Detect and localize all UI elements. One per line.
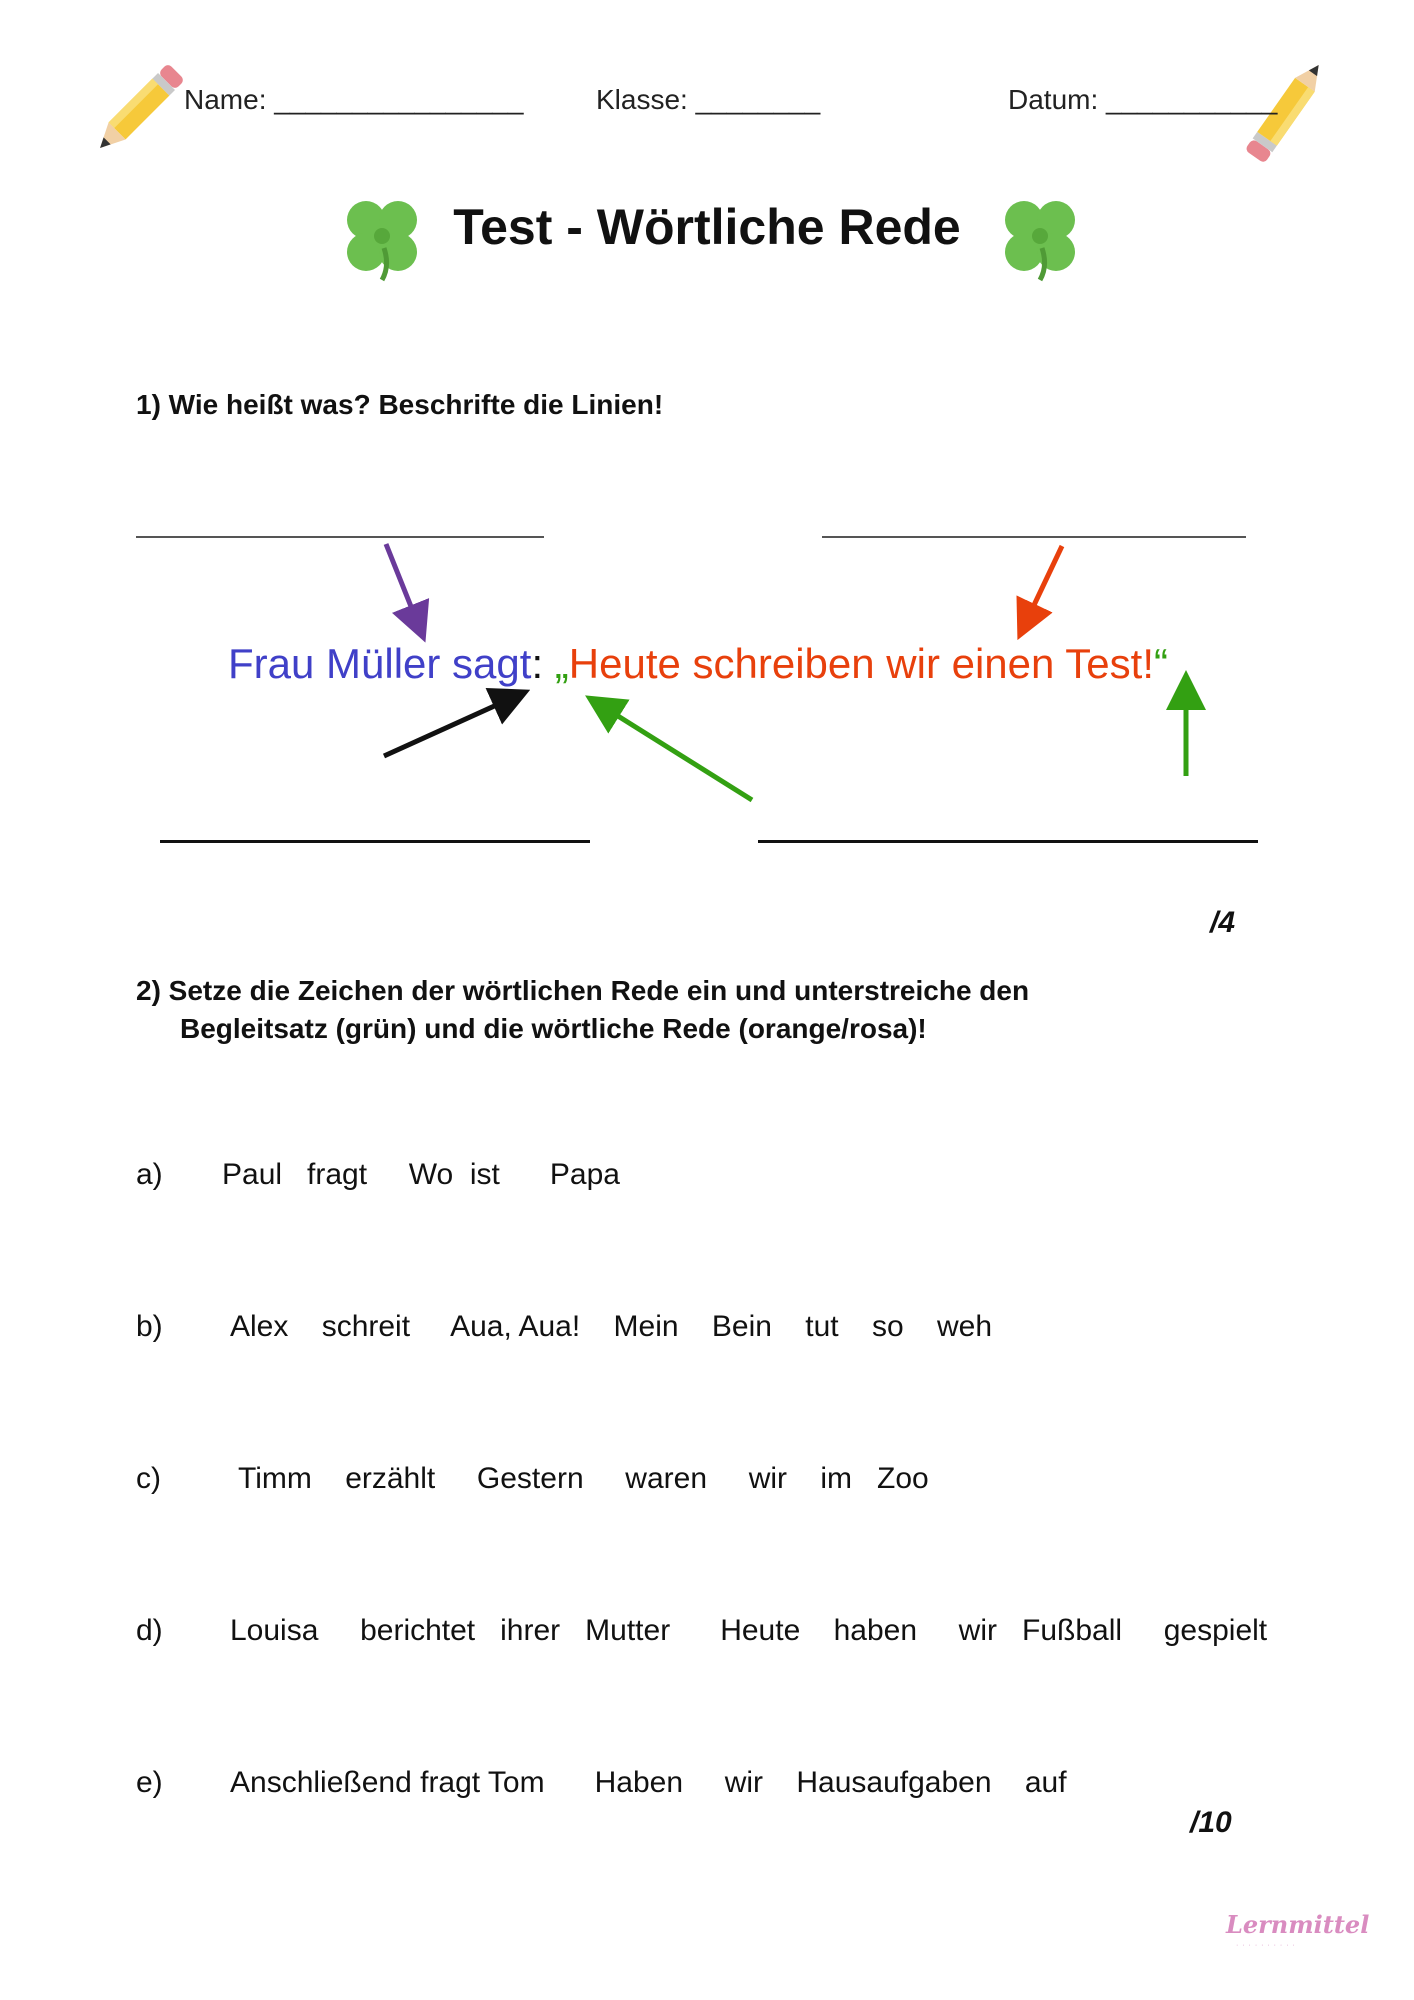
exercise-sentence: Paul fragt Wo ist Papa xyxy=(222,1158,620,1191)
exercise-label: a) xyxy=(136,1158,163,1191)
answer-line xyxy=(758,840,1258,843)
exercise-label: e) xyxy=(136,1766,163,1799)
exercise-sentence: Anschließend fragt Tom Haben wir Hausaufgaben auf xyxy=(230,1766,1067,1799)
task-2-heading: 2) Setze die Zeichen der wörtlichen Rede ein und unterstreiche den xyxy=(136,975,1030,1006)
quote-close-mark: “ xyxy=(1154,640,1168,687)
brand-logo: Lernmittel xyxy=(1226,1910,1370,1939)
class-field-label: Klasse: ________ xyxy=(596,84,821,115)
task-2-heading-cont: Begleitsatz (grün) und die wörtliche Rede (orange/rosa)! xyxy=(180,1013,927,1044)
exercise-label: d) xyxy=(136,1614,163,1647)
arrow-black xyxy=(384,698,512,756)
woertliche-rede-text: Heute schreiben wir einen Test! xyxy=(568,640,1154,687)
task-1-heading: 1) Wie heißt was? Beschrifte die Linien! xyxy=(136,389,664,420)
arrow-red xyxy=(1026,546,1062,622)
exercise-label: c) xyxy=(136,1462,161,1495)
name-field-label: Name: ________________ xyxy=(184,84,524,115)
answer-line xyxy=(160,840,590,843)
arrow-green-left xyxy=(602,706,752,800)
quote-open-mark: „ xyxy=(554,640,569,687)
arrows-overlay xyxy=(0,0,1414,900)
task-2-score: /10 xyxy=(1190,1806,1232,1839)
begleitsatz-text: Frau Müller sagt xyxy=(228,640,532,687)
brand-logo-sub: · · · · · · · · · · xyxy=(1236,1942,1296,1949)
exercise-label: b) xyxy=(136,1310,163,1343)
exercise-sentence: Timm erzählt Gestern waren wir im Zoo xyxy=(238,1462,929,1495)
exercise-sentence: Louisa berichtet ihrer Mutter Heute haben wir Fußball gespielt xyxy=(230,1614,1268,1647)
exercise-sentence: Alex schreit Aua, Aua! Mein Bein tut so weh xyxy=(230,1310,993,1343)
colon-mark: : xyxy=(531,640,544,687)
page-title: Test - Wörtliche Rede xyxy=(453,199,961,255)
date-field-label: Datum: ___________ xyxy=(1008,84,1278,115)
arrow-purple xyxy=(386,544,418,624)
task-1-score: /4 xyxy=(1210,906,1236,939)
